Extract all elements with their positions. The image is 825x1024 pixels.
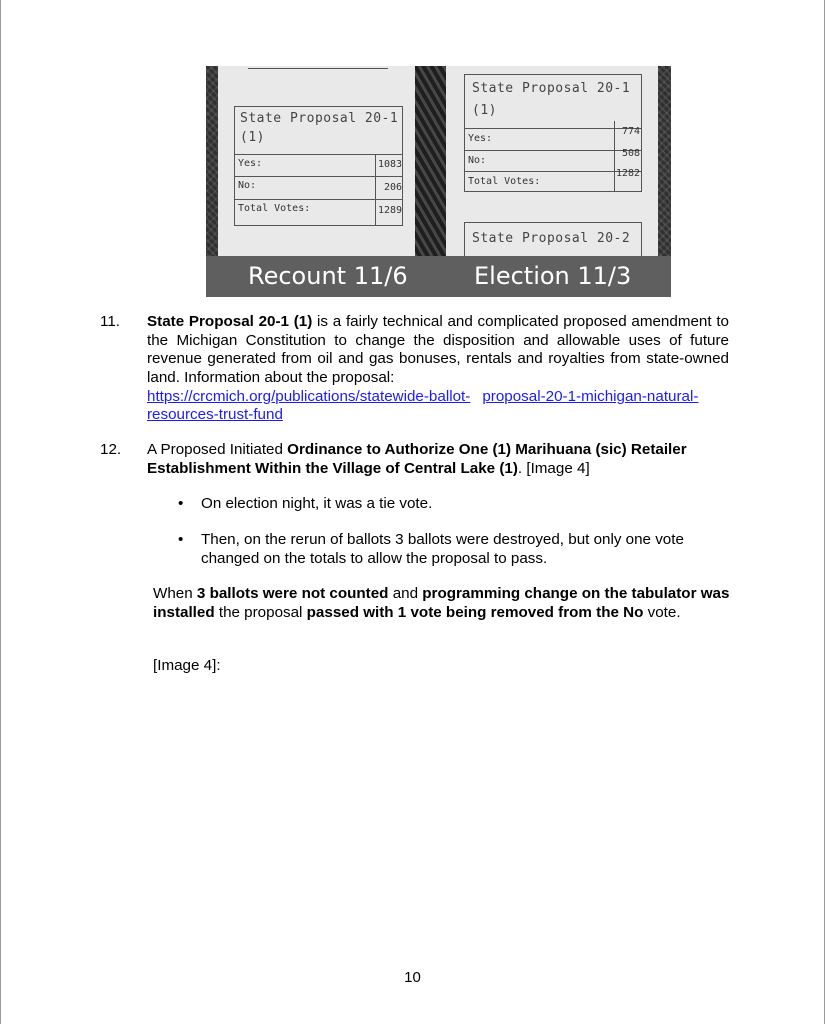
proposal-info-link-end[interactable]: resources-trust-fund — [147, 406, 283, 423]
item-11-number: 11. — [100, 313, 120, 330]
summary-bold: passed with 1 vote being removed from the No — [306, 603, 644, 621]
summary-bold: 3 ballots were not counted — [196, 585, 389, 602]
recount-caption: Recount 11/6 — [248, 262, 408, 290]
item-11-link-line-2 — [147, 406, 283, 425]
summary-text: the proposal — [214, 603, 307, 621]
bullet-dot: • — [178, 495, 184, 512]
bullet-dot: • — [178, 531, 184, 548]
summary-text: and — [388, 585, 423, 602]
item-12-lead: A Proposed Initiated — [147, 441, 288, 458]
recount-total-label: Total Votes: — [238, 203, 311, 214]
election-tape — [446, 66, 658, 256]
recount-title: State Proposal 20-1 — [240, 111, 399, 126]
image-4-reference: [Image 4]: — [153, 657, 221, 674]
election-total-label: Total Votes: — [468, 176, 541, 187]
item-12-number: 12. — [100, 441, 122, 458]
recount-yes-value: 1083 — [378, 159, 403, 170]
recount-no-value: 206 — [383, 182, 402, 193]
recount-subtitle: (1) — [240, 130, 265, 145]
item-11-text — [147, 313, 729, 387]
summary-bold: programming change on the tabulator was installed — [153, 585, 730, 621]
item-12-summary — [153, 585, 737, 622]
recount-no-label: No: — [238, 180, 257, 191]
item-12-ordinance-title: Ordinance to Authorize One (1) Marihuana (sic) Retailer Establishment Within the Village of Central Lake (1) — [147, 441, 687, 477]
election-title: State Proposal 20-1 — [472, 81, 631, 96]
recount-tape — [218, 66, 415, 256]
summary-text: When — [153, 585, 197, 602]
summary-text: vote. — [643, 603, 681, 621]
next-proposal-title: State Proposal 20-2 — [472, 231, 631, 246]
tape-edge-line — [248, 68, 388, 69]
bullet-item: On election night, it was a tie vote. — [201, 495, 433, 512]
ballot-tape-photo — [206, 66, 671, 297]
proposal-info-link-cont[interactable]: proposal-20-1-michigan-natural- — [482, 388, 699, 405]
item-12-text — [147, 441, 737, 478]
recount-total-value: 1289 — [378, 205, 403, 216]
bullet-item: Then, on the rerun of ballots 3 ballots were destroyed, but only one vote changed on the totals to allow the proposal to pass. — [201, 531, 684, 567]
proposal-info-link[interactable]: https://crcmich.org/publications/statewide-ballot- — [147, 388, 471, 405]
photo-divider — [414, 66, 446, 256]
page-number: 10 — [404, 969, 421, 986]
page-border-left — [0, 0, 1, 1024]
election-no-value: 508 — [621, 148, 640, 159]
election-total-value: 1282 — [616, 168, 641, 179]
election-caption: Election 11/3 — [474, 262, 632, 290]
election-yes-value: 774 — [621, 126, 640, 137]
election-subtitle: (1) — [472, 103, 497, 118]
election-yes-label: Yes: — [468, 133, 493, 144]
item-11-body: is a fairly technical and complicated proposed amendment to the Michigan Constitution to change the disposition and allowable uses of future revenue generated from oil and gas bonuses, rentals and royalties from state-owned land. Information about the proposal: — [147, 313, 729, 386]
item-11-bold-lead: State Proposal 20-1 (1) — [147, 313, 313, 330]
item-12-image-ref: . [Image 4] — [517, 459, 590, 477]
recount-yes-label: Yes: — [238, 158, 263, 169]
item-11-link-line — [147, 388, 729, 407]
election-no-label: No: — [468, 155, 487, 166]
